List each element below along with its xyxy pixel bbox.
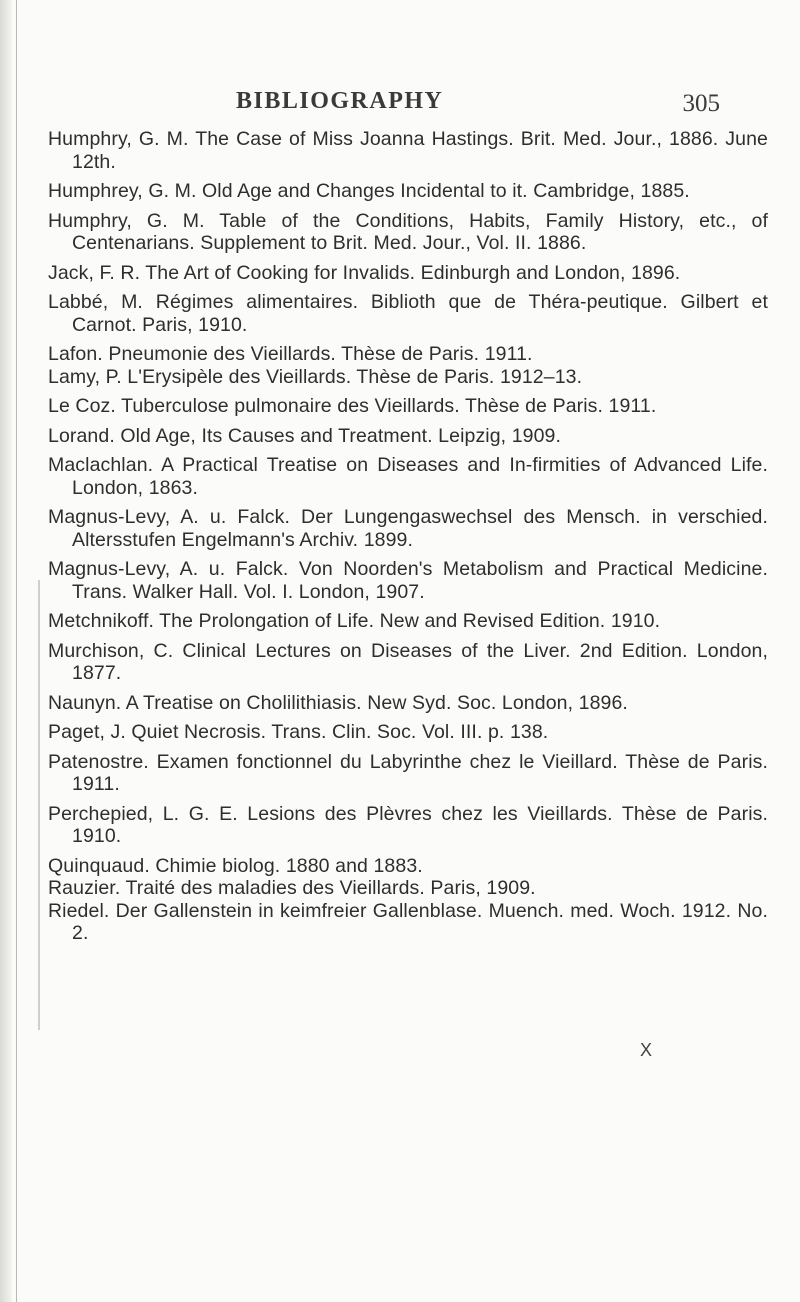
bibliography-entry: Quinquaud. Chimie biolog. 1880 and 1883.: [48, 854, 423, 877]
bibliography-entry: Magnus-Levy, A. u. Falck. Von Noorden's Metabolism and Practical Medicine. Trans. Walker Hall. Vol. I. London, 1907.: [48, 558, 768, 603]
bibliography-entry: Perchepied, L. G. E. Lesions des Plèvres chez les Vieillards. Thèse de Paris. 1910.: [48, 802, 768, 847]
bibliography-entry: Le Coz. Tuberculose pulmonaire des Vieillards. Thèse de Paris. 1911.: [48, 395, 657, 417]
bibliography-entry: Metchnikoff. The Prolongation of Life. New and Revised Edition. 1910.: [48, 610, 661, 632]
bibliography-entry: Maclachlan. A Practical Treatise on Diseases and In-firmities of Advanced Life. London, 1863.: [48, 454, 768, 499]
bibliography-entry: Magnus-Levy, A. u. Falck. Der Lungengaswechsel des Mensch. in verschied. Altersstufen Engelmann's Archiv. 1899.: [48, 506, 768, 551]
bibliography-entry: Naunyn. A Treatise on Cholilithiasis. New Syd. Soc. London, 1896.: [48, 691, 628, 714]
bibliography-entry: Paget, J. Quiet Necrosis. Trans. Clin. Soc. Vol. III. p. 138.: [48, 721, 549, 743]
bibliography-entry: Humphry, G. M. Table of the Conditions, Habits, Family History, etc., of Centenarians. Supplement to Brit. Med. Jour., Vol. II. 1886.: [48, 209, 768, 254]
running-head: [0, 88, 800, 118]
binding-edge: [0, 0, 12, 1302]
bibliography-entry: Humphrey, G. M. Old Age and Changes Incidental to it. Cambridge, 1885.: [48, 180, 690, 202]
bibliography-entry: Rauzier. Traité des maladies des Vieillards. Paris, 1909.: [48, 877, 536, 899]
bibliography-entry: Jack, F. R. The Art of Cooking for Invalids. Edinburgh and London, 1896.: [48, 261, 681, 284]
bibliography-entry: Murchison, C. Clinical Lectures on Diseases of the Liver. 2nd Edition. London, 1877.: [48, 639, 768, 684]
signature-mark: X: [639, 1040, 652, 1060]
bibliography-entry: Patenostre. Examen fonctionnel du Labyrinthe chez le Vieillard. Thèse de Paris. 1911.: [48, 750, 768, 795]
page-number: 305: [682, 90, 720, 117]
bibliography-entry: Humphry, G. M. The Case of Miss Joanna Hastings. Brit. Med. Jour., 1886. June 12th.: [48, 128, 768, 173]
bibliography-entry: Lamy, P. L'Erysipèle des Vieillards. Thèse de Paris. 1912–13.: [48, 365, 583, 388]
gutter-rule: [16, 0, 17, 1302]
running-title: BIBLIOGRAPHY: [236, 88, 444, 114]
bibliography-list: [48, 128, 768, 952]
bibliography-entry: Lafon. Pneumonie des Vieillards. Thèse de Paris. 1911.: [48, 343, 533, 365]
bibliography-entry: Labbé, M. Régimes alimentaires. Biblioth que de Théra-peutique. Gilbert et Carnot. Paris, 1910.: [48, 291, 768, 336]
margin-mark: [38, 580, 46, 1030]
bibliography-entry: Riedel. Der Gallenstein in keimfreier Gallenblase. Muench. med. Woch. 1912. No. 2.: [48, 899, 768, 944]
bibliography-entry: Lorand. Old Age, Its Causes and Treatment. Leipzig, 1909.: [48, 424, 562, 447]
